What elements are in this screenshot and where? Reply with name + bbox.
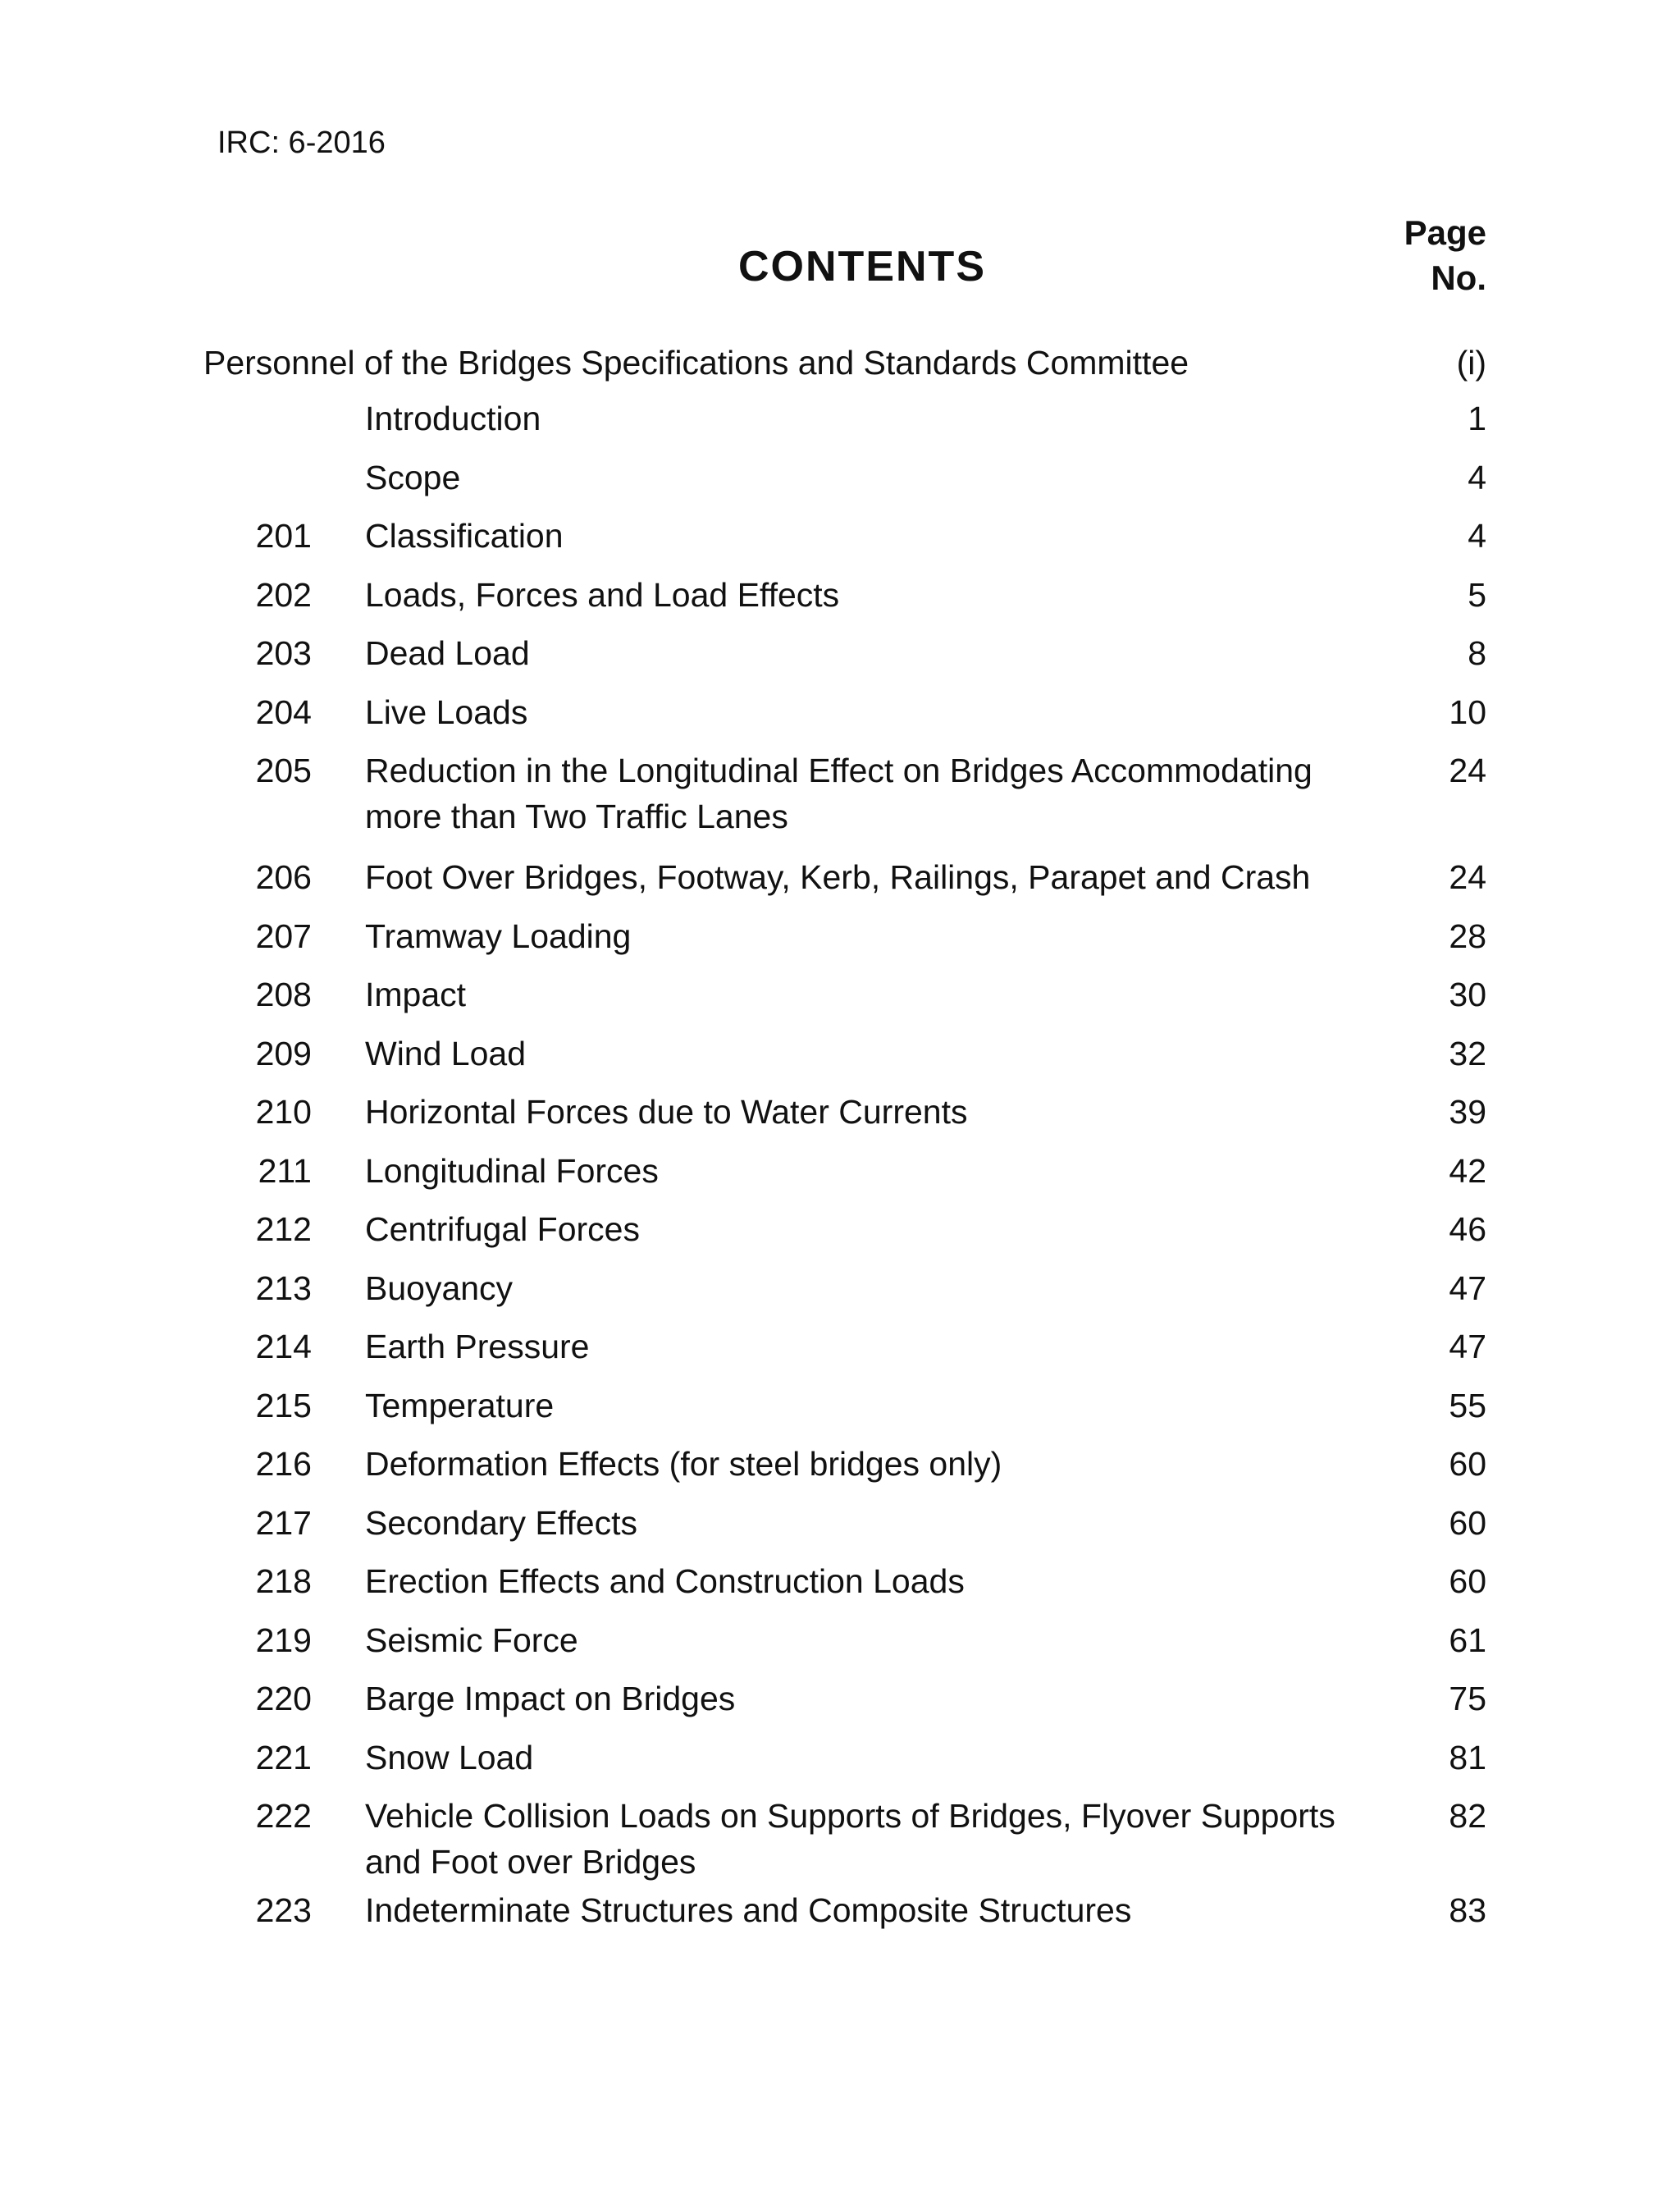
toc-entry [0, 689, 1680, 748]
toc-entry-title: Foot Over Bridges, Footway, Kerb, Railings, Parapet and Crash [365, 858, 1311, 896]
toc-entry-title: Impact [365, 976, 467, 1013]
toc-entry-title: Personnel of the Bridges Specifications and Standards Committee [203, 344, 1189, 382]
toc-entry-number: 207 [255, 917, 312, 955]
document-code: IRC: 6-2016 [217, 126, 386, 160]
toc-entry-page: 28 [1449, 917, 1486, 955]
toc-entry-number: 203 [255, 634, 312, 672]
toc-entry-title: Seismic Force [365, 1621, 578, 1659]
toc-entry [0, 1383, 1680, 1442]
toc-entry-number: 212 [255, 1210, 312, 1248]
toc-entry-page: 60 [1449, 1503, 1486, 1542]
toc-entry-title: Scope [365, 458, 461, 496]
toc-entry-title: Earth Pressure [365, 1328, 590, 1365]
toc-entry-number: 219 [255, 1621, 312, 1659]
toc-entry-page: 8 [1468, 634, 1486, 672]
toc-entry-page: 42 [1449, 1151, 1486, 1190]
toc-entry-page: 5 [1468, 575, 1486, 614]
toc-entry-title: Snow Load [365, 1738, 534, 1776]
toc-entry [0, 1324, 1680, 1383]
toc-entry-number: 210 [255, 1093, 312, 1131]
toc-entry-title: Vehicle Collision Loads on Supports of Bridges, Flyover Supports and Foot over Bridges [365, 1797, 1335, 1881]
toc-entry [0, 1031, 1680, 1090]
toc-entry-number: 211 [258, 1151, 312, 1190]
toc-entry [0, 1735, 1680, 1794]
page-number-column-heading [1404, 210, 1486, 300]
toc-entry-page: 61 [1449, 1621, 1486, 1659]
toc-entry-number: 202 [255, 575, 312, 614]
toc-entry-page: 60 [1449, 1445, 1486, 1483]
toc-entry-title: Temperature [365, 1386, 555, 1424]
toc-entry-page: 24 [1449, 752, 1486, 789]
toc-entry-title: Wind Load [365, 1034, 527, 1072]
toc-entry-title: Introduction [365, 400, 541, 437]
toc-entry-number: 206 [255, 858, 312, 896]
toc-entry [0, 913, 1680, 972]
toc-entry-page: 4 [1468, 517, 1486, 555]
toc-entry-number: 201 [255, 517, 312, 555]
toc-entry [0, 1265, 1680, 1324]
toc-entry-title: Loads, Forces and Load Effects [365, 575, 840, 614]
toc-entry [0, 1558, 1680, 1617]
toc-entry-page: 75 [1449, 1680, 1486, 1717]
toc-entry-title: Indeterminate Structures and Composite Structures [365, 1891, 1132, 1929]
toc-entry-title: Live Loads [365, 693, 528, 731]
toc-entry [0, 1089, 1680, 1148]
page-title: CONTENTS [738, 243, 986, 290]
toc-entry-number: 217 [255, 1503, 312, 1542]
toc-entry-page: 55 [1449, 1386, 1486, 1424]
toc-entry-title: Barge Impact on Bridges [365, 1680, 736, 1717]
toc-entry-title: Secondary Effects [365, 1503, 637, 1542]
toc-entry-title: Reduction in the Longitudinal Effect on Bridges Accommodating more than Two Traffic Lanes [365, 752, 1312, 835]
toc-entry-title: Deformation Effects (for steel bridges only) [365, 1445, 1002, 1483]
toc-entry [0, 972, 1680, 1031]
toc-entry-number: 208 [255, 976, 312, 1013]
toc-entry [0, 1441, 1680, 1500]
toc-entry-title: Dead Load [365, 634, 530, 672]
toc-entry-personnel [203, 341, 1486, 384]
toc-entry-title: Horizontal Forces due to Water Currents [365, 1093, 968, 1131]
toc-entry [0, 455, 1680, 514]
toc-entry [0, 1206, 1680, 1265]
toc-entry-page: (i) [1456, 344, 1486, 382]
toc-entry [0, 572, 1680, 631]
toc-entry [0, 513, 1680, 572]
toc-entry-number: 215 [255, 1386, 312, 1424]
toc-entry-page: 83 [1449, 1891, 1486, 1929]
toc-entry-page: 30 [1449, 976, 1486, 1013]
toc-entry-title: Tramway Loading [365, 917, 632, 955]
toc-entry-number: 220 [255, 1680, 312, 1717]
toc-entry [0, 630, 1680, 689]
toc-entry-page: 1 [1468, 400, 1486, 437]
toc-entry-title: Classification [365, 517, 564, 555]
toc-entry-number: 214 [255, 1328, 312, 1365]
toc-entry [0, 1793, 1680, 1887]
toc-entry-number: 213 [255, 1269, 312, 1307]
toc-entry-page: 4 [1468, 458, 1486, 496]
toc-entry-number: 222 [255, 1797, 312, 1835]
toc-entry-number: 204 [255, 693, 312, 731]
toc-entry-number: 218 [255, 1562, 312, 1600]
toc-entry-page: 47 [1449, 1328, 1486, 1365]
toc-entry-page: 10 [1449, 693, 1486, 731]
toc-entry-page: 32 [1449, 1034, 1486, 1072]
toc-entry-number: 209 [255, 1034, 312, 1072]
toc-entry-page: 60 [1449, 1562, 1486, 1600]
toc-entry-number: 205 [255, 752, 312, 789]
toc-entry [0, 1676, 1680, 1735]
page-heading-line-2: No. [1431, 258, 1486, 297]
toc-entry-title: Buoyancy [365, 1269, 514, 1307]
toc-entry-number: 216 [255, 1445, 312, 1483]
toc-entry [0, 1148, 1680, 1207]
toc-entry [0, 395, 1680, 455]
toc-entry-title: Erection Effects and Construction Loads [365, 1562, 965, 1600]
toc-entry [0, 1887, 1680, 1946]
toc-entry-number: 223 [255, 1891, 312, 1929]
toc-entry [0, 1500, 1680, 1559]
toc-entry [0, 1617, 1680, 1676]
toc-entry [0, 854, 1680, 913]
page-heading-line-1: Page [1404, 213, 1486, 252]
toc-entry [0, 748, 1680, 854]
toc-entry-page: 82 [1449, 1797, 1486, 1835]
toc-entry-page: 47 [1449, 1269, 1486, 1307]
toc-entry-page: 81 [1449, 1738, 1486, 1776]
toc-entry-title: Centrifugal Forces [365, 1210, 640, 1248]
toc-entry-page: 39 [1449, 1093, 1486, 1131]
toc-entry-page: 46 [1449, 1210, 1486, 1248]
toc-entry-title: Longitudinal Forces [365, 1151, 659, 1190]
toc-list [0, 395, 1680, 1946]
toc-entry-number: 221 [255, 1738, 312, 1776]
toc-entry-page: 24 [1449, 858, 1486, 896]
